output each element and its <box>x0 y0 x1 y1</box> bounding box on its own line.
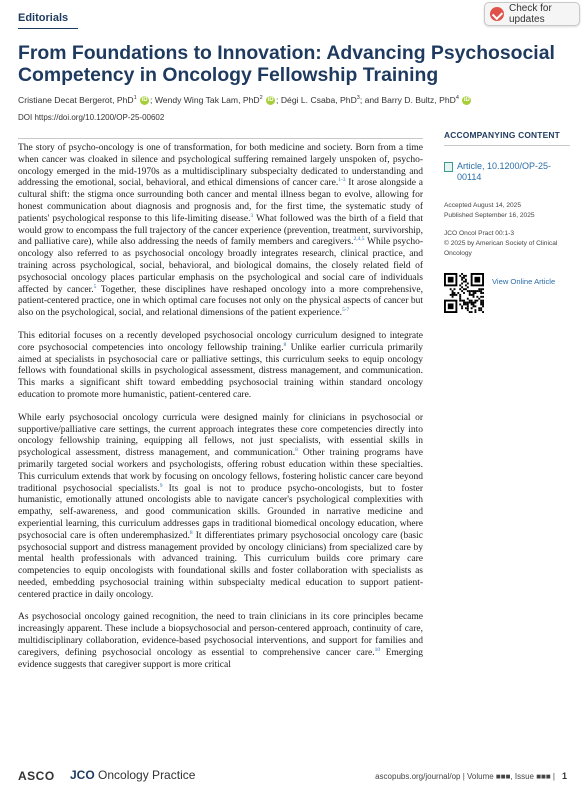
page-footer <box>0 765 585 789</box>
citation-ref[interactable]: 9 <box>159 482 163 489</box>
body-paragraph-1 <box>18 143 423 320</box>
view-online-link[interactable]: View Online Article <box>492 277 556 286</box>
journal-reference: JCO Oncol Pract 00:1-3 <box>444 230 514 237</box>
body-text-run: While psycho-oncology also referred to as psychosocial oncology broadly integrates research, clinical practice, and training across psychological, social, behavioral, and biological domains, the closely related field of psychosocial oncology places particular emphasis on the psychological and social care of individuals affected by cancer. <box>18 237 423 295</box>
published-date: Published September 16, 2025 <box>444 212 535 219</box>
citation-ref[interactable]: 2,4,5 <box>353 236 365 243</box>
body-paragraph-2 <box>18 331 423 402</box>
jco-suffix: Oncology Practice <box>98 768 196 782</box>
copyright-notice: © 2025 by American Society of Clinical Oncology <box>444 240 558 257</box>
author-name: Wendy Wing Tak Lam, PhD <box>154 95 260 105</box>
jco-mark: JCO <box>70 768 95 782</box>
qr-code-icon[interactable] <box>444 273 484 313</box>
accompanying-article-label: Article, 10.1200/OP-25-00114 <box>457 161 552 182</box>
citation-ref[interactable]: 8 <box>283 341 287 348</box>
view-online-row <box>444 273 570 313</box>
author-name: Cristiane Decat Bergerot, PhD <box>18 95 134 105</box>
section-rule <box>18 28 78 29</box>
body-text-run: As psychosocial oncology gained recognition, the need to train clinicians in its core principles became increasingly apparent. These include a biopsychosocial and person-centered approach, continuity of care, multidisciplinary collaboration, evidence-based psychosocial interventions, and support for families and caregivers, defining psychosocial oncology as essential to comprehensive cancer care. <box>18 612 423 658</box>
body-text-run: What followed was the birth of a field that would grow to encompass the full trajectory of the cancer experience (prevention, treatment, survivorship, and palliative care), while also addressing the needs of family members and caregivers. <box>18 213 423 248</box>
author-name: Dégi L. Csaba, PhD <box>280 95 357 105</box>
author-affiliation: 1 <box>133 95 137 102</box>
jco-logo <box>70 768 195 782</box>
article-sidebar <box>444 130 570 313</box>
body-text-run: Emerging evidence suggests that caregiver support is more critical <box>18 647 423 670</box>
author-affiliation: 4 <box>455 95 459 102</box>
citation-ref[interactable]: 3 <box>250 212 254 219</box>
accepted-date: Accepted August 14, 2025 <box>444 202 521 209</box>
journal-info <box>444 229 570 259</box>
asco-logo: ASCO <box>18 769 55 783</box>
body-text-run: Together, these disciplines have reshaped oncology into a more comprehensive, patient-centered practice, one in which optimal care focuses not only on the physical aspects of cancer but also on the psychological, social, and relational dimensions of the patient experience. <box>18 284 423 319</box>
author-affiliation: 3 <box>356 95 360 102</box>
publication-dates <box>444 201 570 221</box>
body-text-run: Unlike earlier curricula primarily aimed at specialists in psychosocial care or palliative settings, this curriculum seeks to equip oncology fellows with foundational skills in psychological assessment, distress management, and communication. This marks a significant shift toward embedding psychosocial training within standard oncology education to promote more humanistic, patient-centered care. <box>18 342 423 400</box>
journal-url[interactable]: ascopubs.org/journal/op | Volume ■■■, Issue ■■■ | <box>375 772 555 781</box>
author-name: and Barry D. Bultz, PhD <box>364 95 456 105</box>
check-for-updates-button[interactable] <box>484 2 580 26</box>
article-title: From Foundations to Innovation: Advancing Psychosocial Competency in Oncology Fellowship Training <box>18 42 555 86</box>
accompanying-content-heading: ACCOMPANYING CONTENT <box>444 130 570 146</box>
orcid-icon[interactable]: iD <box>267 97 274 104</box>
body-text-run: This editorial focuses on a recently developed psychosocial oncology curriculum designed to integrate core psychosocial competencies into oncology fellowship training. <box>18 330 423 353</box>
body-text-run: Its goal is not to produce psycho-oncologists, but to foster humanistic, emotionally attuned oncologists able to navigate cancer's psychological complexities with empathy, self-awareness, and good communication skills. Grounded in narrative medicine and experiential learning, this curriculum addresses gaps in traditional biomedical oncology education, where psychosocial care is often underemphasized. <box>18 483 423 541</box>
orcid-icon[interactable]: iD <box>141 97 148 104</box>
citation-ref[interactable]: 8 <box>295 446 298 453</box>
article-body <box>18 138 423 748</box>
citation-ref[interactable]: 1-3 <box>338 177 346 184</box>
section-label: Editorials <box>18 12 69 24</box>
author-list: Cristiane Decat Bergerot, PhD$^1$ iD ; Wendy Wing Tak Lam, PhD$^2$ iD ; Dégi L. Csaba, PhD$^3$; and Barry D. Bultz, PhD$^4$ iD <box>18 95 470 105</box>
body-text-run: It differentiates primary psychosocial oncology care (basic psychosocial support and distress management provided by oncology clinicians) from specialized care by mental health professionals with advanced training. This curriculum builds core primary care competencies to equip oncologists with foundational skills and foster collaboration with specialists as needed, embedding psychosocial training within subspecialty medical education to support patient-centered practice in daily oncology. <box>18 530 423 600</box>
citation-ref[interactable]: 5 <box>93 283 97 290</box>
citation-ref[interactable]: 5-7 <box>341 307 350 313</box>
body-paragraph-4 <box>18 612 423 671</box>
body-paragraph-3 <box>18 413 423 602</box>
check-for-updates-label: Check for updates <box>509 3 552 25</box>
citation-ref[interactable]: 10 <box>374 646 381 653</box>
check-badge-icon <box>490 7 504 21</box>
accompanying-article-link[interactable] <box>444 161 570 183</box>
body-text-run: While early psychosocial oncology curricula were designed mainly for clinicians in psychosocial or supportive/palliative care settings, the current approach integrates these core competencies directly into oncology fellowship training, equipping all fellows, not just specialists, with essential skills in psychological assessment, distress management, and communication. <box>18 412 423 459</box>
body-text-run: The story of psycho-oncology is one of transformation, for both medicine and society. Born from a time when cancer was cloaked in silence and psychological suffering remained largely unspoken of, psycho-oncology emerged in the mid-1970s as a multidisciplinary subspecialty dedicated to understanding and addressing the emotional, social, behavioral, and ethical dimensions of cancer care. <box>18 143 423 189</box>
orcid-icon[interactable]: iD <box>463 97 470 104</box>
page-number: 1 <box>561 771 567 781</box>
document-icon <box>444 162 453 172</box>
author-affiliation: 2 <box>259 95 263 102</box>
body-text-run: It arose alongside a cultural shift: the stigma once surrounding both cancer and mental illness began to evolve, allowing for honest communication about diagnosis and prognosis and, for the first time, the systematic study of patients' psychological response to this life-limiting disease. <box>18 178 423 224</box>
body-text-run: Other training programs have primarily targeted social workers and psychologists, offering robust education within these specialties. This curriculum extends that work by focusing on oncology fellows, fostering holistic cancer care beyond traditional psychosocial specialists. <box>18 448 423 494</box>
article-doi[interactable]: DOI https://doi.org/10.1200/OP-25-00602 <box>18 113 165 122</box>
citation-ref[interactable]: 8 <box>189 529 193 536</box>
